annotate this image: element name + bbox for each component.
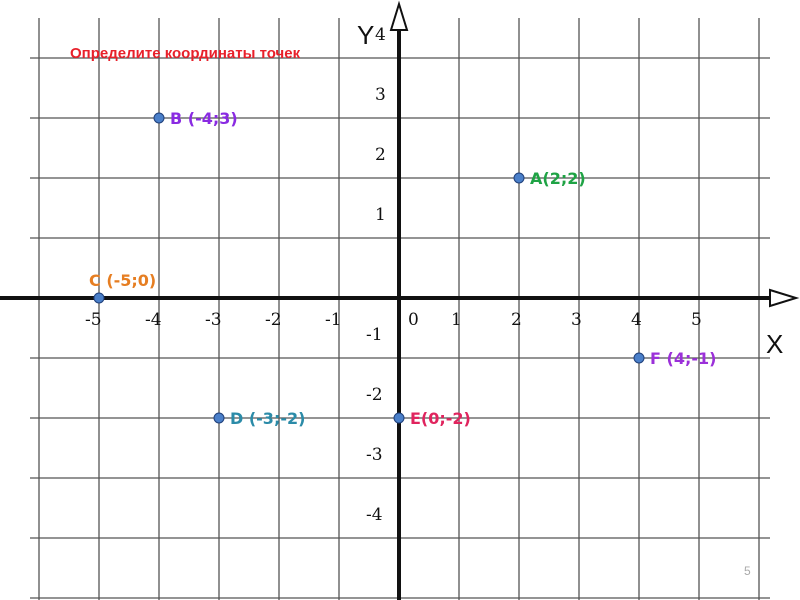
x-tick-label: -2: [265, 310, 282, 330]
x-axis-label: X: [766, 329, 784, 359]
data-point: [154, 113, 164, 123]
points-layer: [89, 109, 716, 428]
y-tick-label: 4: [375, 25, 386, 45]
data-point: [514, 173, 524, 183]
point-label: A(2;2): [530, 169, 586, 188]
x-tick-label: -5: [85, 310, 102, 330]
x-tick-label: -3: [205, 310, 222, 330]
x-tick-label: 5: [691, 310, 702, 330]
point-label: B (-4;3): [170, 109, 238, 128]
data-point: [94, 293, 104, 303]
tick-labels: [85, 25, 702, 525]
y-tick-label: 3: [375, 85, 386, 105]
y-tick-label: -1: [366, 325, 383, 345]
y-tick-label: 1: [375, 205, 386, 225]
point-label: F (4;-1): [650, 349, 717, 368]
point-label: E(0;-2): [410, 409, 471, 428]
x-tick-label: 2: [511, 310, 522, 330]
data-point: [634, 353, 644, 363]
y-tick-label: 2: [375, 145, 386, 165]
y-axis-label: Y: [357, 20, 375, 50]
x-tick-label: 1: [451, 310, 462, 330]
x-axis-arrow-icon: [770, 290, 796, 306]
x-tick-label: -1: [325, 310, 342, 330]
data-point: [394, 413, 404, 423]
y-axis-arrow-icon: [391, 4, 407, 30]
x-tick-label: 3: [571, 310, 582, 330]
y-tick-label: -3: [366, 445, 383, 465]
y-tick-label: -2: [366, 385, 383, 405]
x-tick-label: 4: [631, 310, 642, 330]
data-point: [214, 413, 224, 423]
x-tick-label: 0: [408, 310, 419, 330]
y-tick-label: -4: [366, 505, 383, 525]
point-label: C (-5;0): [89, 271, 157, 290]
point-label: D (-3;-2): [230, 409, 306, 428]
task-title: Определите координаты точек: [70, 45, 301, 62]
x-tick-label: -4: [145, 310, 162, 330]
axes: [0, 4, 796, 600]
page-number: 5: [744, 564, 751, 578]
